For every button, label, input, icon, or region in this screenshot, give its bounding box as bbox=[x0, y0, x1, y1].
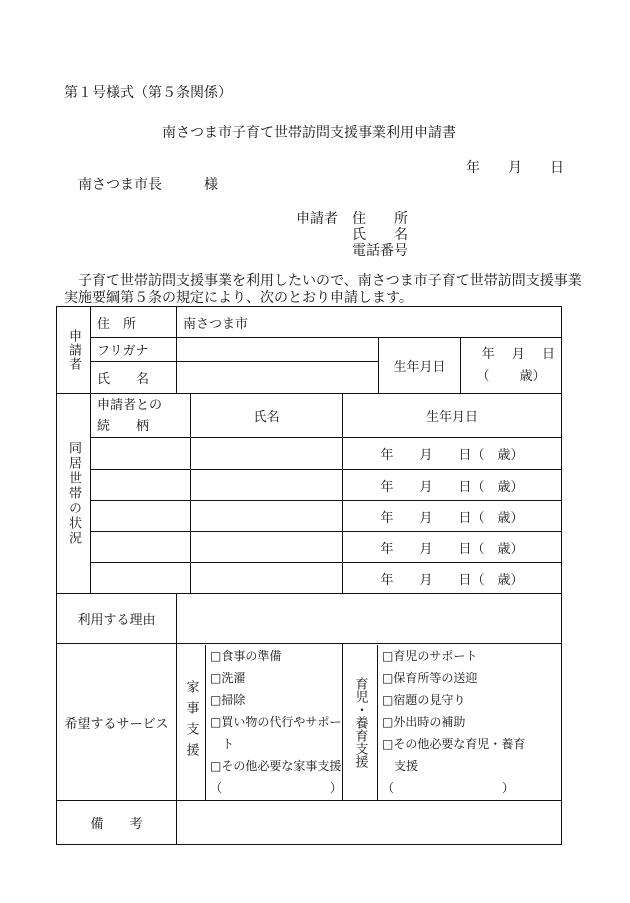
furigana-label: フリガナ bbox=[97, 344, 149, 359]
housework-option-cleaning[interactable]: □掃除 bbox=[209, 692, 246, 707]
housework-cell bbox=[177, 644, 343, 801]
remarks-label: 備 考 bbox=[90, 817, 143, 832]
household-section-cell bbox=[57, 394, 91, 594]
household-name-cell[interactable] bbox=[191, 501, 343, 532]
childcare-option-parenting[interactable]: □育児のサポート bbox=[382, 648, 478, 663]
household-name-cell[interactable] bbox=[191, 563, 343, 594]
household-relation-cell[interactable] bbox=[91, 438, 191, 470]
housework-checklist bbox=[206, 645, 342, 800]
household-birth-header-cell bbox=[343, 394, 562, 438]
household-birth-cell[interactable] bbox=[343, 563, 562, 594]
household-birth-value: 年 月 日（ 歳） bbox=[380, 510, 524, 526]
household-birth-cell[interactable] bbox=[343, 501, 562, 532]
housework-label-cell bbox=[177, 645, 206, 800]
childcare-label: 育児・養育支援 bbox=[352, 676, 368, 768]
housework-option-other[interactable]: □その他必要な家事支援 bbox=[209, 758, 342, 773]
intro-text: 子育て世帯訪問支援事業を利用したいので、南さつま市子育て世帯訪問支援事業実施要綱第５条の規定により、次のとおり申請します。 bbox=[64, 273, 582, 306]
applicant-label: 申請者 bbox=[296, 211, 338, 227]
remarks-value-cell[interactable] bbox=[177, 801, 562, 845]
childcare-label-cell bbox=[343, 645, 378, 800]
applicant-address-label: 住 所 bbox=[352, 211, 408, 227]
application-form-table bbox=[56, 306, 562, 845]
household-birth-value: 年 月 日（ 歳） bbox=[380, 448, 524, 463]
household-name-header: 氏名 bbox=[253, 410, 280, 425]
furigana-value-cell[interactable] bbox=[177, 338, 379, 362]
date-line: 年 月 日 bbox=[466, 160, 564, 176]
childcare-option-homework[interactable]: □宿題の見守り bbox=[382, 692, 466, 707]
housework-option-laundry[interactable]: □洗濯 bbox=[209, 670, 246, 685]
childcare-checklist bbox=[378, 645, 525, 800]
applicant-name-label: 氏 名 bbox=[352, 227, 408, 243]
services-label: 希望するサービス bbox=[64, 716, 169, 732]
housework-option-shopping-cont: ト bbox=[209, 736, 234, 751]
household-birth-cell[interactable] bbox=[343, 470, 562, 501]
housework-label: 家事支援 bbox=[183, 680, 199, 764]
reason-label-cell bbox=[57, 594, 177, 644]
address-label: 住 所 bbox=[97, 316, 137, 332]
household-relation-cell[interactable] bbox=[91, 501, 191, 532]
applicant-section-label: 申請者 bbox=[66, 329, 81, 371]
address-value-cell[interactable] bbox=[177, 307, 562, 338]
household-name-cell[interactable] bbox=[191, 438, 343, 470]
household-birth-value: 年 月 日（ 歳） bbox=[380, 572, 524, 588]
household-relation-cell[interactable] bbox=[91, 532, 191, 563]
name-label-cell bbox=[91, 362, 177, 394]
household-name-cell[interactable] bbox=[191, 532, 343, 563]
birth-label-cell bbox=[379, 338, 461, 394]
remarks-label-cell bbox=[57, 801, 177, 845]
applicant-phone-label: 電話番号 bbox=[352, 243, 408, 259]
childcare-option-other-cont: 支援 bbox=[382, 758, 419, 773]
birth-value: 年 月 日 bbox=[481, 346, 556, 362]
services-label-cell bbox=[57, 644, 177, 801]
household-relation-cell[interactable] bbox=[91, 470, 191, 501]
name-value-cell[interactable] bbox=[177, 362, 379, 394]
addressee: 南さつま市長 様 bbox=[78, 177, 218, 193]
relation-header-line2: 続 柄 bbox=[97, 418, 150, 434]
household-relation-cell[interactable] bbox=[91, 563, 191, 594]
name-label: 氏 名 bbox=[97, 372, 150, 387]
household-birth-header: 生年月日 bbox=[426, 410, 479, 425]
applicant-section-cell bbox=[57, 307, 91, 394]
housework-option-meal[interactable]: □食事の準備 bbox=[209, 648, 282, 663]
document-title: 南さつま市子育て世帯訪問支援事業利用申請書 bbox=[162, 125, 456, 141]
childcare-option-other[interactable]: □その他必要な育児・養育 bbox=[382, 736, 526, 751]
childcare-other-input[interactable]: （ ） bbox=[382, 780, 515, 795]
household-birth-value: 年 月 日（ 歳） bbox=[380, 479, 524, 495]
reason-value-cell[interactable] bbox=[177, 594, 562, 644]
reason-label: 利用する理由 bbox=[77, 613, 156, 628]
furigana-label-cell bbox=[91, 338, 177, 362]
age-value: （ 歳） bbox=[476, 368, 546, 384]
household-section-label: 同居世帯の状況 bbox=[66, 441, 81, 546]
household-birth-value: 年 月 日（ 歳） bbox=[380, 541, 524, 557]
housework-other-input[interactable]: （ ） bbox=[209, 780, 342, 795]
address-value: 南さつま市 bbox=[183, 316, 249, 332]
relation-header-line1: 申請者との bbox=[97, 397, 163, 413]
birth-label: 生年月日 bbox=[393, 360, 446, 375]
form-number: 第１号様式（第５条関係） bbox=[64, 85, 232, 101]
childcare-option-transport[interactable]: □保育所等の送迎 bbox=[382, 670, 478, 685]
address-label-cell bbox=[91, 307, 177, 338]
household-birth-cell[interactable] bbox=[343, 532, 562, 563]
housework-option-shopping[interactable]: □買い物の代行やサポー bbox=[209, 714, 342, 729]
birth-value-cell[interactable] bbox=[461, 338, 562, 394]
relation-header-cell bbox=[91, 394, 191, 438]
childcare-option-outing[interactable]: □外出時の補助 bbox=[382, 714, 466, 729]
childcare-cell bbox=[343, 644, 562, 801]
household-name-cell[interactable] bbox=[191, 470, 343, 501]
household-birth-cell[interactable] bbox=[343, 438, 562, 470]
household-name-header-cell bbox=[191, 394, 343, 438]
